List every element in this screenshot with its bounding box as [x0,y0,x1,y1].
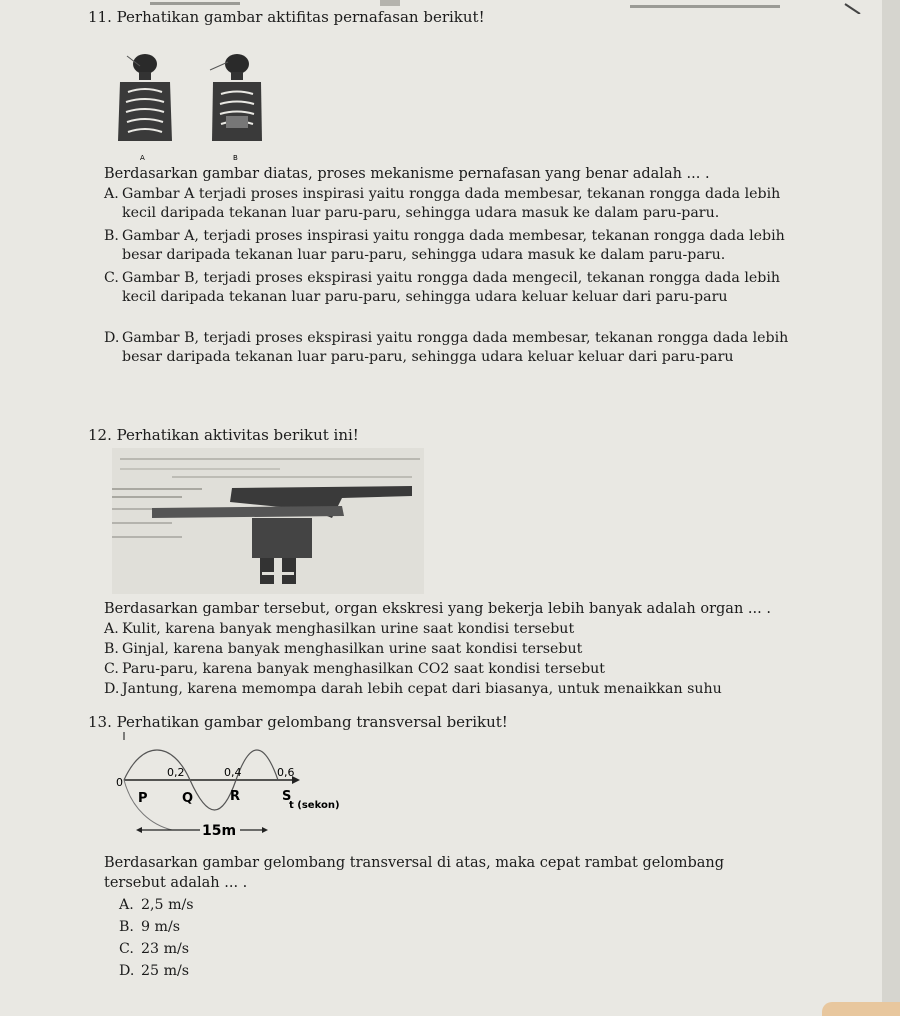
option-text: Gambar B, terjadi proses ekspirasi yaitu rongga dada mengecil, tekanan rongga dada lebih kecil daripada tekanan luar paru-paru, sehingga udara keluar keluar dari paru-paru [122,270,781,305]
wave-tick-2: 0,4 [224,766,242,779]
q13-option-d[interactable] [119,962,319,981]
q13-stem-line1: Berdasarkan gambar gelombang transversal di atas, maka cepat rambat gelombang [104,855,725,871]
q11-option-a[interactable] [104,185,804,222]
wave-distance: 15m [202,823,237,839]
wave-point-p: P [138,791,148,806]
option-letter: C. [119,941,134,957]
option-letter: C. [104,270,119,286]
q12-stem: Berdasarkan gambar tersebut, organ ekskresi yang bekerja lebih banyak adalah organ ... . [104,601,771,617]
wave-tick-1: 0,2 [167,766,185,779]
wave-point-r: R [230,789,241,804]
wave-tick-0: 0 [116,776,123,789]
q13-stem-line2: tersebut adalah ... . [104,875,248,891]
wave-time-unit: t (sekon) [289,800,340,811]
q13-title: 13. Perhatikan gambar gelombang transversal berikut! [88,713,508,731]
q11-title: 11. Perhatikan gambar aktifitas pernafasan berikut! [88,8,485,26]
option-letter: D. [119,963,135,979]
q11-option-b[interactable] [104,227,804,264]
wave-tick-3: 0,6 [277,766,295,779]
wave-point-s: S [282,789,292,804]
option-letter: B. [104,641,119,657]
bottom-corner-shape [822,1002,900,1016]
option-text: 25 m/s [141,963,190,979]
q12-option-d[interactable] [104,680,804,699]
label-b: B [233,154,238,162]
option-letter: A. [104,186,119,202]
q12-option-a[interactable] [104,620,804,639]
option-text: Ginjal, karena banyak menghasilkan urine saat kondisi tersebut [122,641,583,657]
q11-stem: Berdasarkan gambar diatas, proses mekanisme pernafasan yang benar adalah ... . [104,166,710,182]
option-letter: C. [104,661,119,677]
option-text: 9 m/s [141,919,181,935]
q12-option-b[interactable] [104,640,804,659]
label-a: A [140,154,145,162]
option-letter: A. [119,897,134,913]
q12-option-c[interactable] [104,660,804,679]
option-text: Gambar A terjadi proses inspirasi yaitu rongga dada membesar, tekanan rongga dada lebih kecil daripada tekanan luar paru-paru, sehingga udara masuk ke dalam paru-paru. [122,186,781,221]
option-text: Kulit, karena banyak menghasilkan urine saat kondisi tersebut [122,621,575,637]
q13-option-b[interactable] [119,918,319,937]
q12-title: 12. Perhatikan aktivitas berikut ini! [88,426,359,444]
breathing-figure-image [112,46,272,164]
activity-image [112,448,424,594]
option-text: Gambar B, terjadi proses ekspirasi yaitu rongga dada membesar, tekanan rongga dada lebih besar daripada tekanan luar paru-paru, sehingga udara keluar keluar dari paru-paru [122,330,789,365]
option-text: Jantung, karena memompa darah lebih cepat dari biasanya, untuk menaikkan suhu [122,681,722,697]
option-letter: A. [104,621,119,637]
option-text: 2,5 m/s [141,897,194,913]
option-letter: B. [104,228,119,244]
option-text: Paru-paru, karena banyak menghasilkan CO2 saat kondisi tersebut [122,661,606,677]
q11-option-c[interactable] [104,269,804,306]
q13-option-c[interactable] [119,940,319,959]
transversal-wave-diagram [112,730,372,840]
option-text: Gambar A, terjadi proses inspirasi yaitu rongga dada membesar, tekanan rongga dada lebih besar daripada tekanan luar paru-paru, sehingga udara masuk ke dalam paru-paru. [122,228,785,263]
wave-point-q: Q [182,791,194,806]
q13-option-a[interactable] [119,896,319,915]
option-letter: D. [104,330,120,346]
option-letter: B. [119,919,134,935]
q11-option-d[interactable] [104,329,804,366]
page-edge [882,0,900,1016]
option-text: 23 m/s [141,941,190,957]
option-letter: D. [104,681,120,697]
